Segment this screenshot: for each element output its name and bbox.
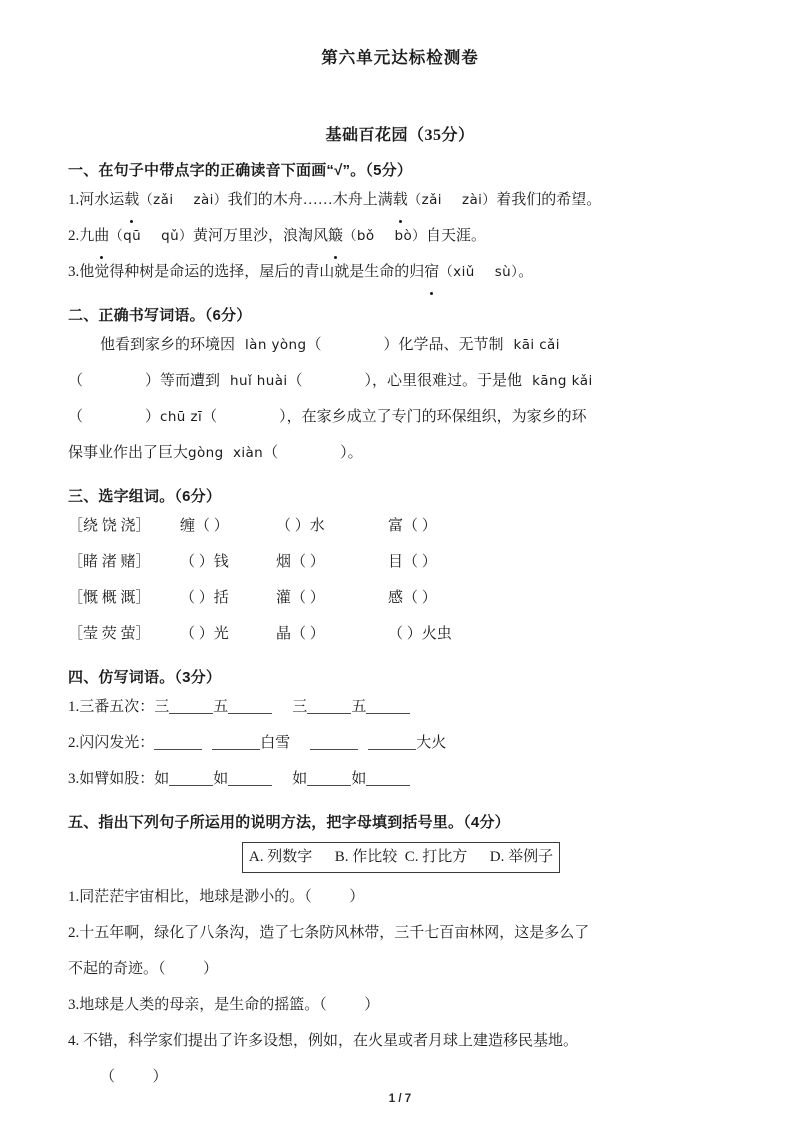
- answer-paren-open: （: [202, 409, 218, 425]
- item-text: ）: [145, 409, 161, 425]
- write-blank[interactable]: [169, 769, 213, 786]
- write-blank[interactable]: [366, 697, 410, 714]
- q4-item-1: [68, 689, 734, 725]
- item-text: 九: [79, 228, 95, 244]
- answer-options-box[interactable]: A. 列数字 B. 作比较 C. 打比方 D. 举例子: [242, 842, 560, 873]
- item-text: 保事业作出了巨大: [68, 445, 189, 461]
- dotted-char: 载: [393, 182, 408, 218]
- write-blank[interactable]: [169, 697, 213, 714]
- pinyin-option[interactable]: qǔ）: [161, 228, 193, 244]
- item-label: 闪闪发光：: [79, 735, 155, 751]
- item-text: ），在家乡成立了专门的环保组织，为家乡的环: [279, 409, 587, 425]
- pattern-char: 五: [213, 699, 229, 715]
- item-number: 3.: [68, 264, 80, 280]
- item-text: ）。: [340, 445, 363, 461]
- q3-row: [68, 580, 734, 616]
- pattern-char: 三: [292, 699, 308, 715]
- item-text[interactable]: （ ）: [100, 1069, 168, 1085]
- pinyin-hint: chū zī: [160, 409, 203, 425]
- write-blank[interactable]: [212, 733, 260, 750]
- options-box-wrapper: [68, 842, 734, 873]
- word-blank-cell[interactable]: （ ）光: [180, 626, 229, 642]
- word-blank-cell[interactable]: 感（ ）: [388, 590, 437, 606]
- char-choice-bracket[interactable]: ［睹 渚 赌］: [68, 554, 151, 570]
- q5-item-4: [68, 1023, 734, 1059]
- pinyin-option[interactable]: （bǒ: [342, 228, 375, 244]
- pinyin-hint: kāng kǎi: [532, 373, 593, 389]
- write-blank[interactable]: [307, 769, 351, 786]
- item-text: 我们的木舟……木舟上满: [227, 192, 393, 208]
- pattern-char: 如: [351, 771, 367, 787]
- q4-item-3: [68, 761, 734, 797]
- item-text: ）等而遭到: [145, 373, 221, 389]
- pinyin-hint: kāi cǎi: [513, 337, 560, 353]
- question-1-heading: 一、在句子中带点字的正确读音下面画“√”。（5分）: [68, 162, 413, 179]
- write-blank[interactable]: [307, 697, 351, 714]
- item-text: 自天涯。: [426, 228, 487, 244]
- write-blank[interactable]: [366, 769, 410, 786]
- item-text: 黄河万里沙，浪淘风: [192, 228, 328, 244]
- page-footer: 1 / 7: [388, 1093, 412, 1105]
- item-text: ）化学品、无节制: [383, 337, 504, 353]
- word-blank-cell[interactable]: （ ）火虫: [388, 626, 452, 642]
- pinyin-option[interactable]: （zǎi: [139, 192, 174, 208]
- word-blank-cell[interactable]: 富（ ）: [388, 518, 437, 534]
- q5-item-4-cont: [68, 1059, 734, 1095]
- answer-paren-open: （: [263, 445, 279, 461]
- dotted-char: 簸: [328, 218, 343, 254]
- item-number: 3.: [68, 997, 80, 1013]
- item-text: 河水运: [79, 192, 125, 208]
- pinyin-hint: gòng xiàn: [188, 445, 264, 461]
- item-text: 十五年啊，绿化了八条沟，造了七条防风林带，三千七百亩林网，这是多么了: [79, 925, 590, 941]
- paper-body: [0, 159, 800, 1095]
- item-text[interactable]: 同茫茫宇宙相比，地球是渺小的。（ ）: [79, 889, 365, 905]
- q5-item-2: [68, 915, 734, 951]
- word-blank-cell[interactable]: （ ）括: [180, 590, 229, 606]
- question-2-heading: 二、正确书写词语。（6分）: [68, 307, 252, 324]
- pinyin-hint: huǐ huài: [230, 373, 288, 389]
- q1-item-1: [68, 182, 734, 218]
- write-blank[interactable]: [368, 733, 416, 750]
- word-blank-cell[interactable]: （ ）水: [276, 518, 325, 534]
- dotted-char: 载: [124, 182, 139, 218]
- item-text: 他看到家乡的环境因: [100, 337, 236, 353]
- q2-line-2: [68, 363, 734, 399]
- pattern-char: 大火: [416, 735, 447, 751]
- word-blank-cell[interactable]: 晶（ ）: [276, 626, 325, 642]
- item-number: 2.: [68, 228, 80, 244]
- item-number: 3.: [68, 771, 80, 787]
- q3-row: [68, 616, 734, 652]
- q3-row: [68, 508, 734, 544]
- pinyin-option[interactable]: zài）: [461, 192, 497, 208]
- item-text: ），心里很难过。于是他: [364, 373, 523, 389]
- char-choice-bracket[interactable]: ［慨 概 溉］: [68, 590, 151, 606]
- item-label: 三番五次：: [79, 699, 155, 715]
- dotted-char: 曲: [94, 218, 109, 254]
- char-choice-bracket[interactable]: ［莹 荧 萤］: [68, 626, 151, 642]
- item-number: 1.: [68, 192, 80, 208]
- question-4-heading: 四、仿写词语。（3分）: [68, 669, 222, 686]
- pattern-char: 如: [213, 771, 229, 787]
- q4-item-2: [68, 725, 734, 761]
- q2-line-4: [68, 435, 734, 471]
- word-blank-cell[interactable]: （ ）钱: [180, 554, 229, 570]
- write-blank[interactable]: [310, 733, 358, 750]
- pinyin-option[interactable]: sù）: [494, 264, 519, 280]
- q1-item-2: [68, 218, 734, 254]
- answer-paren-open: （: [68, 409, 84, 425]
- pinyin-option[interactable]: （qū: [109, 228, 142, 244]
- pinyin-option[interactable]: zài）: [193, 192, 228, 208]
- pinyin-option[interactable]: （xiǔ: [439, 264, 475, 280]
- word-blank-cell[interactable]: 目（ ）: [388, 554, 437, 570]
- answer-paren-open: （: [306, 337, 322, 353]
- item-label: 如臂如股：: [79, 771, 155, 787]
- q2-line-3: [68, 399, 734, 435]
- q3-row: [68, 544, 734, 580]
- pattern-char: 三: [154, 699, 170, 715]
- word-blank-cell[interactable]: 烟（ ）: [276, 554, 325, 570]
- answer-paren-open: （: [68, 373, 84, 389]
- pinyin-option[interactable]: bò）: [394, 228, 427, 244]
- pinyin-hint: làn yòng: [245, 337, 307, 353]
- item-text: 他觉得种树是命运的选择，屋后的青山就是生命的归: [79, 264, 425, 280]
- item-number: 4.: [68, 1033, 80, 1049]
- item-number: 2.: [68, 735, 80, 751]
- item-text[interactable]: 不起的奇迹。（ ）: [68, 961, 219, 977]
- write-blank[interactable]: [154, 733, 202, 750]
- q2-line-1: [68, 327, 734, 363]
- q5-item-2-cont: [68, 951, 734, 987]
- pattern-char: 如: [292, 771, 308, 787]
- q5-item-1: [68, 879, 734, 915]
- write-blank[interactable]: [228, 697, 272, 714]
- item-text: 。: [518, 264, 534, 280]
- item-number: 1.: [68, 889, 80, 905]
- word-blank-cell[interactable]: 灌（ ）: [276, 590, 325, 606]
- char-choice-bracket[interactable]: ［绕 饶 浇］: [68, 518, 151, 534]
- pattern-char: 五: [351, 699, 367, 715]
- q1-item-3: [68, 254, 734, 290]
- item-text: 不错，科学家们提出了许多设想，例如，在火星或者月球上建造移民基地。: [79, 1033, 579, 1049]
- page-title: 第六单元达标检测卷: [321, 48, 479, 67]
- pattern-char: 白雪: [260, 735, 291, 751]
- section-title: 基础百花园（35分）: [325, 127, 475, 144]
- item-text: 着我们的希望。: [496, 192, 602, 208]
- item-text[interactable]: 地球是人类的母亲，是生命的摇篮。（ ）: [79, 997, 380, 1013]
- q5-item-3: [68, 987, 734, 1023]
- item-number: 2.: [68, 925, 80, 941]
- word-blank-cell[interactable]: 缠（ ）: [180, 518, 229, 534]
- pattern-char: 如: [154, 771, 170, 787]
- item-number: 1.: [68, 699, 80, 715]
- answer-paren-open: （: [287, 373, 303, 389]
- question-5-heading: 五、指出下列句子所运用的说明方法，把字母填到括号里。（4分）: [68, 814, 510, 831]
- pinyin-option[interactable]: （zǎi: [407, 192, 442, 208]
- write-blank[interactable]: [228, 769, 272, 786]
- dotted-char: 宿: [424, 254, 439, 290]
- question-3-heading: 三、选字组词。（6分）: [68, 488, 222, 505]
